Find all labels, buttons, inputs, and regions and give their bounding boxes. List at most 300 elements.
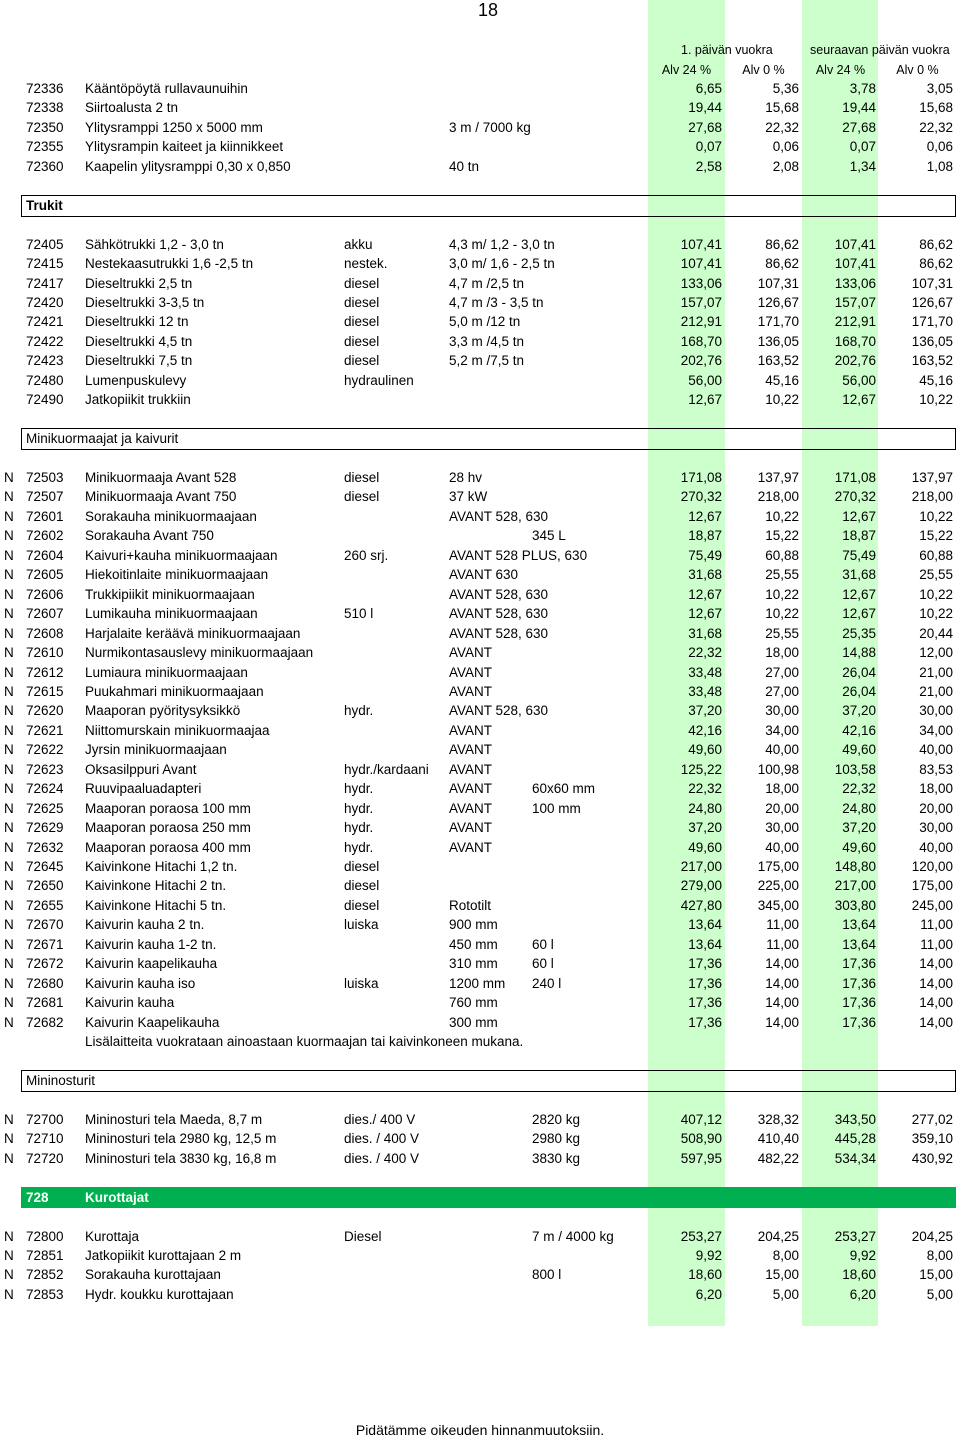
price-next-vat24: 1,34 (849, 158, 876, 174)
capacity: 800 l (532, 1267, 562, 1283)
price-next-vat0: 30,00 (919, 703, 953, 719)
price-next-vat0: 8,00 (926, 1248, 953, 1263)
item-code: 72336 (26, 81, 64, 96)
n-flag: N (4, 897, 14, 913)
price-day1-vat0: 5,00 (772, 1286, 799, 1302)
price-next-vat0: 171,70 (911, 314, 953, 330)
power-type: diesel (344, 333, 380, 349)
item-name: Jyrsin minikuormaajaan (85, 742, 227, 758)
item-code: 72621 (26, 722, 64, 738)
n-flag: N (4, 956, 14, 972)
item-name: Trukkipiikit minikuormaajaan (85, 586, 255, 602)
price-day1-vat0: 34,00 (765, 722, 799, 738)
power-type: dies. / 400 V (344, 1150, 420, 1166)
price-day1-vat24: 0,07 (695, 139, 722, 155)
price-next-vat0: 14,00 (919, 956, 953, 972)
power-type: diesel (344, 314, 380, 330)
n-flag: N (4, 1286, 14, 1302)
item-code: 72645 (26, 859, 64, 874)
item-name: Kaapelin ylitysramppi 0,30 x 0,850 (85, 158, 291, 174)
spec: 1200 mm (449, 975, 506, 991)
price-next-vat24: 12,67 (842, 392, 876, 408)
power-type: hydr. (344, 839, 374, 855)
power-type: akku (344, 236, 373, 252)
item-code: 72624 (26, 781, 64, 797)
price-day1-vat0: 345,00 (757, 897, 799, 913)
item-code: 72655 (26, 897, 64, 913)
price-next-vat24: 49,60 (842, 839, 876, 855)
n-flag: N (4, 1014, 14, 1030)
item-name: Ylitysrampin kaiteet ja kiinnikkeet (85, 139, 284, 155)
price-day1-vat24: 17,36 (688, 956, 722, 972)
price-day1-vat0: 171,70 (757, 314, 799, 330)
price-next-vat0: 15,22 (919, 528, 953, 544)
item-code: 72623 (26, 761, 64, 777)
section-bar (21, 1187, 956, 1208)
header-vat-1: Alv 24 % (661, 63, 712, 77)
price-next-vat0: 11,00 (920, 917, 953, 933)
price-next-vat24: 42,16 (842, 722, 876, 738)
price-next-vat0: 204,25 (911, 1228, 953, 1244)
spec: 3,0 m/ 1,6 - 2,5 tn (449, 256, 555, 272)
power-type: dies. / 400 V (344, 1131, 420, 1147)
item-name: Kurottaja (85, 1228, 140, 1244)
section-heading: Mininosturit (21, 1070, 956, 1092)
item-code: 72632 (26, 839, 64, 855)
price-next-vat0: 21,00 (919, 683, 953, 699)
price-day1-vat24: 12,67 (688, 508, 722, 524)
price-next-vat24: 24,80 (842, 800, 876, 816)
price-day1-vat24: 31,68 (688, 567, 722, 583)
price-day1-vat0: 8,00 (772, 1248, 799, 1263)
item-code: 72622 (26, 742, 64, 758)
item-name: Lumenpuskulevy (85, 372, 187, 388)
price-day1-vat0: 126,67 (757, 294, 799, 310)
item-name: Sorakauha Avant 750 (85, 528, 214, 544)
n-flag: N (4, 470, 14, 485)
spec: AVANT 528, 630 (449, 508, 549, 524)
power-type: hydr. (344, 800, 374, 816)
price-day1-vat24: 75,49 (688, 547, 722, 563)
item-code: 72415 (26, 256, 64, 272)
capacity: 2980 kg (532, 1131, 581, 1147)
price-next-vat24: 12,67 (842, 508, 876, 524)
section-heading: Trukit (21, 195, 956, 217)
price-next-vat24: 534,34 (834, 1150, 876, 1166)
price-day1-vat0: 18,00 (765, 645, 799, 661)
price-day1-vat0: 40,00 (765, 742, 799, 758)
price-day1-vat24: 37,20 (688, 703, 722, 719)
spec: AVANT 630 (449, 567, 519, 583)
price-next-vat0: 14,00 (919, 1014, 953, 1030)
power-type: dies./ 400 V (344, 1111, 416, 1127)
price-day1-vat24: 6,65 (695, 81, 722, 96)
item-name: Minikuormaaja Avant 750 (85, 489, 237, 505)
price-next-vat0: 22,32 (919, 119, 953, 135)
price-next-vat0: 5,00 (926, 1286, 953, 1302)
price-day1-vat0: 482,22 (757, 1150, 799, 1166)
item-code: 72360 (26, 158, 64, 174)
capacity: 3830 kg (532, 1150, 581, 1166)
accessory-note: Lisälaitteita vuokrataan ainoastaan kuormaajan tai kaivinkoneen mukana. (85, 1034, 524, 1050)
price-next-vat24: 31,68 (842, 567, 876, 583)
price-day1-vat24: 171,08 (680, 470, 722, 485)
price-next-vat0: 359,10 (911, 1131, 953, 1147)
price-next-vat24: 14,88 (842, 645, 876, 661)
price-day1-vat0: 14,00 (765, 1014, 799, 1030)
price-day1-vat24: 270,32 (680, 489, 722, 505)
spec: AVANT (449, 722, 493, 738)
power-type: hydr. (344, 703, 374, 719)
price-day1-vat0: 18,00 (765, 781, 799, 797)
item-code: 72610 (26, 645, 64, 661)
price-day1-vat24: 49,60 (688, 742, 722, 758)
n-flag: N (4, 586, 14, 602)
price-day1-vat24: 279,00 (680, 878, 722, 894)
item-name: Sorakauha kurottajaan (85, 1267, 221, 1283)
price-day1-vat24: 508,90 (680, 1131, 722, 1147)
price-next-vat24: 0,07 (849, 139, 876, 155)
price-day1-vat24: 18,60 (688, 1267, 722, 1283)
item-code: 72420 (26, 294, 64, 310)
item-name: Ylitysramppi 1250 x 5000 mm (85, 119, 263, 135)
price-next-vat0: 40,00 (919, 839, 953, 855)
price-day1-vat24: 12,67 (688, 606, 722, 622)
power-type: nestek. (344, 256, 388, 272)
n-flag: N (4, 547, 14, 563)
n-flag: N (4, 1228, 14, 1244)
item-code: 72480 (26, 372, 64, 388)
n-flag: N (4, 800, 14, 816)
price-day1-vat0: 20,00 (765, 800, 799, 816)
item-code: 72417 (26, 275, 64, 291)
item-code: 72620 (26, 703, 64, 719)
n-flag: N (4, 781, 14, 797)
capacity: 100 mm (532, 800, 581, 816)
price-day1-vat24: 12,67 (688, 586, 722, 602)
power-type: diesel (344, 470, 380, 485)
price-day1-vat0: 5,36 (772, 81, 799, 96)
item-name: Sorakauha minikuormaajaan (85, 508, 257, 524)
item-name: Nurmikontasauslevy minikuormaajaan (85, 645, 314, 661)
price-next-vat24: 56,00 (842, 372, 876, 388)
power-type: hydr. (344, 781, 374, 797)
spec: AVANT (449, 820, 493, 836)
price-next-vat0: 10,22 (919, 508, 953, 524)
price-next-vat24: 75,49 (842, 547, 876, 563)
item-name: Puukahmari minikuormaajaan (85, 683, 264, 699)
price-day1-vat0: 328,32 (757, 1111, 799, 1127)
n-flag: N (4, 936, 14, 952)
capacity: 2820 kg (532, 1111, 581, 1127)
item-name: Maaporan pyöritysyksikkö (85, 703, 241, 719)
spec: 4,3 m/ 1,2 - 3,0 tn (449, 236, 555, 252)
spec: 28 hv (449, 470, 483, 485)
price-next-vat24: 17,36 (842, 975, 876, 991)
price-next-vat0: 10,22 (919, 606, 953, 622)
price-day1-vat0: 86,62 (765, 236, 799, 252)
price-next-vat24: 37,20 (842, 703, 876, 719)
item-name: Mininosturi tela Maeda, 8,7 m (85, 1111, 263, 1127)
price-next-vat24: 253,27 (834, 1228, 876, 1244)
item-name: Kaivurin Kaapelikauha (85, 1014, 220, 1030)
item-code: 72607 (26, 606, 64, 622)
item-name: Kääntöpöytä rullavaunuihin (85, 81, 248, 96)
price-day1-vat24: 6,20 (695, 1286, 722, 1302)
item-name: Kaivurin kauha 2 tn. (85, 917, 205, 933)
item-name: Hiekoitinlaite minikuormaajaan (85, 567, 269, 583)
item-name: Mininosturi tela 2980 kg, 12,5 m (85, 1131, 277, 1147)
item-name: Maaporan poraosa 100 mm (85, 800, 251, 816)
item-code: 72800 (26, 1228, 64, 1244)
price-day1-vat24: 33,48 (688, 664, 722, 680)
price-day1-vat0: 137,97 (757, 470, 799, 485)
price-next-vat24: 17,36 (842, 956, 876, 972)
item-code: 72421 (26, 314, 64, 330)
section-code: 728 (26, 1189, 49, 1205)
power-type: Diesel (344, 1228, 382, 1244)
power-type: luiska (344, 917, 379, 933)
n-flag: N (4, 1248, 14, 1263)
price-next-vat24: 107,41 (834, 256, 876, 272)
spec: 300 mm (449, 1014, 498, 1030)
price-next-vat0: 10,22 (919, 392, 953, 408)
price-next-vat0: 83,53 (919, 761, 953, 777)
price-next-vat0: 34,00 (919, 722, 953, 738)
price-day1-vat0: 30,00 (765, 703, 799, 719)
price-day1-vat0: 14,00 (765, 995, 799, 1011)
item-code: 72601 (26, 508, 64, 524)
header-vat-2: Alv 0 % (742, 63, 785, 77)
price-next-vat24: 103,58 (834, 761, 876, 777)
price-day1-vat0: 15,00 (765, 1267, 799, 1283)
price-day1-vat0: 0,06 (772, 139, 799, 155)
item-name: Dieseltrukki 7,5 tn (85, 353, 193, 369)
item-name: Jatkopiikit trukkiin (85, 392, 191, 408)
spec: 5,0 m /12 tn (449, 314, 521, 330)
capacity: 345 L (532, 528, 566, 544)
item-code: 72422 (26, 333, 64, 349)
price-next-vat24: 26,04 (842, 664, 876, 680)
price-next-vat0: 60,88 (919, 547, 953, 563)
n-flag: N (4, 606, 14, 622)
spec: AVANT 528, 630 (449, 586, 549, 602)
price-day1-vat24: 2,58 (695, 158, 722, 174)
price-next-vat0: 45,16 (919, 372, 953, 388)
spec: AVANT (449, 742, 493, 758)
spec: 760 mm (449, 995, 498, 1011)
price-next-vat24: 22,32 (842, 781, 876, 797)
footer-note: Pidätämme oikeuden hinnanmuutoksiin. (355, 1422, 605, 1438)
n-flag: N (4, 1111, 14, 1127)
price-next-vat0: 40,00 (919, 742, 953, 758)
price-day1-vat24: 202,76 (680, 353, 722, 369)
n-flag: N (4, 995, 14, 1011)
capacity: 240 l (532, 975, 562, 991)
price-day1-vat24: 22,32 (688, 645, 722, 661)
item-name: Lumiaura minikuormaajaan (85, 664, 248, 680)
item-code: 72615 (26, 683, 64, 699)
price-day1-vat0: 14,00 (765, 956, 799, 972)
price-next-vat0: 86,62 (919, 256, 953, 272)
power-type: diesel (344, 294, 380, 310)
spec: AVANT (449, 664, 493, 680)
price-day1-vat0: 163,52 (757, 353, 799, 369)
item-name: Kaivurin kaapelikauha (85, 956, 218, 972)
item-code: 72852 (26, 1267, 64, 1283)
page-number: 18 (478, 0, 499, 20)
price-next-vat0: 18,00 (919, 781, 953, 797)
price-next-vat0: 136,05 (911, 333, 953, 349)
item-name: Kaivinkone Hitachi 5 tn. (85, 897, 227, 913)
spec: AVANT (449, 761, 493, 777)
item-name: Minikuormaaja Avant 528 (85, 470, 237, 485)
item-name: Ruuvipaaluadapteri (85, 781, 202, 797)
power-type: diesel (344, 878, 380, 894)
n-flag: N (4, 625, 14, 641)
capacity: 7 m / 4000 kg (532, 1228, 614, 1244)
item-name: Dieseltrukki 4,5 tn (85, 333, 193, 349)
price-next-vat24: 107,41 (834, 236, 876, 252)
price-next-vat0: 15,00 (919, 1267, 953, 1283)
price-next-vat24: 49,60 (842, 742, 876, 758)
price-day1-vat24: 407,12 (680, 1111, 722, 1127)
spec: 4,7 m /2,5 tn (449, 275, 525, 291)
power-type: hydr./kardaani (344, 761, 429, 777)
n-flag: N (4, 859, 14, 874)
price-next-vat24: 12,67 (842, 586, 876, 602)
price-day1-vat24: 24,80 (688, 800, 722, 816)
section-title: Kurottajat (85, 1189, 149, 1205)
item-name: Kaivuri+kauha minikuormaajaan (85, 547, 278, 563)
price-next-vat24: 18,87 (842, 528, 876, 544)
price-day1-vat0: 27,00 (765, 683, 799, 699)
n-flag: N (4, 567, 14, 583)
price-next-vat0: 163,52 (911, 353, 953, 369)
item-code: 72680 (26, 975, 64, 991)
n-flag: N (4, 645, 14, 661)
price-day1-vat24: 27,68 (688, 119, 722, 135)
price-next-vat0: 3,05 (926, 81, 953, 96)
price-day1-vat24: 13,64 (688, 917, 722, 933)
price-next-vat0: 175,00 (911, 878, 953, 894)
price-next-vat24: 343,50 (834, 1111, 876, 1127)
item-code: 72625 (26, 800, 64, 816)
price-next-vat24: 13,64 (842, 936, 876, 952)
price-day1-vat0: 11,00 (766, 936, 799, 952)
price-day1-vat0: 10,22 (765, 508, 799, 524)
capacity: 60x60 mm (532, 781, 596, 797)
item-code: 72602 (26, 528, 64, 544)
item-code: 72423 (26, 353, 64, 369)
item-code: 72490 (26, 392, 64, 408)
price-next-vat0: 30,00 (919, 820, 953, 836)
price-day1-vat24: 133,06 (680, 275, 722, 291)
price-day1-vat0: 27,00 (765, 664, 799, 680)
price-day1-vat24: 42,16 (688, 722, 722, 738)
price-day1-vat24: 22,32 (688, 781, 722, 797)
price-next-vat0: 15,68 (919, 100, 953, 116)
item-name: Maaporan poraosa 400 mm (85, 839, 251, 855)
item-code: 72681 (26, 995, 64, 1011)
price-next-vat0: 0,06 (926, 139, 953, 155)
price-next-vat24: 27,68 (842, 119, 876, 135)
spec: 3,3 m /4,5 tn (449, 333, 525, 349)
item-code: 72507 (26, 489, 64, 505)
price-next-vat24: 217,00 (834, 878, 876, 894)
spec: 40 tn (449, 158, 480, 174)
price-day1-vat24: 17,36 (688, 995, 722, 1011)
item-name: Niittomurskain minikuormaajaa (85, 722, 270, 738)
price-day1-vat0: 107,31 (757, 275, 799, 291)
power-type: diesel (344, 489, 380, 505)
n-flag: N (4, 1150, 14, 1166)
spec: AVANT (449, 800, 493, 816)
n-flag: N (4, 1267, 14, 1283)
spec: AVANT (449, 683, 493, 699)
item-name: Kaivurin kauha iso (85, 975, 196, 991)
price-day1-vat24: 253,27 (680, 1228, 722, 1244)
spec: AVANT (449, 645, 493, 661)
n-flag: N (4, 878, 14, 894)
item-name: Siirtoalusta 2 tn (85, 100, 179, 116)
price-next-vat24: 6,20 (849, 1286, 876, 1302)
price-day1-vat24: 12,67 (688, 392, 722, 408)
price-next-vat0: 430,92 (911, 1150, 953, 1166)
n-flag: N (4, 1131, 14, 1147)
price-day1-vat0: 86,62 (765, 256, 799, 272)
price-day1-vat0: 10,22 (765, 586, 799, 602)
price-day1-vat0: 30,00 (765, 820, 799, 836)
n-flag: N (4, 820, 14, 836)
item-code: 72853 (26, 1286, 64, 1302)
price-next-vat24: 133,06 (834, 275, 876, 291)
price-day1-vat24: 18,87 (688, 528, 722, 544)
item-code: 72650 (26, 878, 64, 894)
power-type: diesel (344, 275, 380, 291)
spec: AVANT (449, 839, 493, 855)
item-name: Dieseltrukki 3-3,5 tn (85, 294, 205, 310)
price-next-vat0: 1,08 (926, 158, 953, 174)
price-day1-vat24: 107,41 (680, 256, 722, 272)
n-flag: N (4, 742, 14, 758)
item-name: Lumikauha minikuormaajaan (85, 606, 258, 622)
item-code: 72670 (26, 917, 64, 933)
item-name: Kaivurin kauha 1-2 tn. (85, 936, 217, 952)
item-code: 72604 (26, 547, 64, 563)
n-flag: N (4, 508, 14, 524)
price-day1-vat0: 204,25 (757, 1228, 799, 1244)
price-next-vat0: 20,00 (919, 800, 953, 816)
n-flag: N (4, 703, 14, 719)
price-next-vat24: 171,08 (834, 470, 876, 485)
spec: 37 kW (449, 489, 488, 505)
price-day1-vat0: 11,00 (766, 917, 799, 933)
capacity: 60 l (532, 956, 554, 972)
n-flag: N (4, 839, 14, 855)
item-name: Oksasilppuri Avant (85, 761, 197, 777)
price-day1-vat0: 10,22 (765, 606, 799, 622)
spec: 900 mm (449, 917, 498, 933)
price-next-vat0: 10,22 (919, 586, 953, 602)
n-flag: N (4, 683, 14, 699)
item-code: 72720 (26, 1150, 64, 1166)
price-day1-vat24: 19,44 (688, 100, 722, 116)
price-day1-vat24: 17,36 (688, 1014, 722, 1030)
price-next-vat0: 107,31 (911, 275, 953, 291)
n-flag: N (4, 917, 14, 933)
price-next-vat0: 137,97 (911, 470, 953, 485)
